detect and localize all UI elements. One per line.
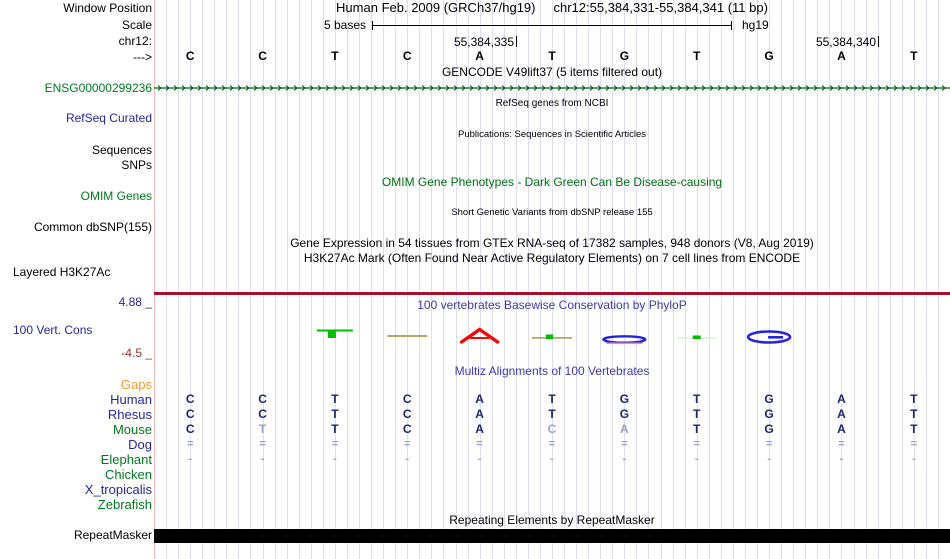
aligned-base-human: C bbox=[185, 392, 195, 406]
aligned-base-mouse: G bbox=[764, 422, 774, 436]
aligned-base-dog: = bbox=[765, 438, 773, 450]
guideline bbox=[178, 0, 179, 559]
aligned-base-elephant: - bbox=[477, 453, 482, 465]
chrom-label: chr12: bbox=[118, 34, 152, 48]
aligned-base-elephant: - bbox=[839, 453, 844, 465]
guideline bbox=[166, 0, 167, 559]
label-track-separator bbox=[154, 0, 155, 559]
species-label-rhesus[interactable]: Rhesus bbox=[107, 407, 152, 422]
guideline bbox=[190, 0, 191, 559]
aligned-base-dog: = bbox=[910, 438, 918, 450]
guideline bbox=[540, 0, 541, 559]
title-gencode[interactable]: GENCODE V49lift37 (5 items filtered out) bbox=[441, 65, 663, 79]
ruler-base: G bbox=[619, 49, 630, 63]
window-position-title bbox=[154, 1, 950, 15]
aligned-base-dog: = bbox=[548, 438, 556, 450]
title-phylop[interactable]: 100 vertebrates Basewise Conservation by PhyloP bbox=[417, 298, 687, 312]
aligned-base-elephant: - bbox=[550, 453, 554, 465]
guideline bbox=[347, 0, 348, 559]
aligned-base-dog: = bbox=[404, 438, 411, 450]
ruler-base: C bbox=[258, 49, 267, 63]
title-h3k27ac[interactable]: H3K27Ac Mark (Often Found Near Active Regulatory Elements) on 7 cell lines from ENCODE bbox=[303, 251, 801, 265]
aligned-base-human: A bbox=[837, 392, 846, 406]
ruler-base: A bbox=[837, 49, 846, 63]
species-label-zebrafish[interactable]: Zebrafish bbox=[97, 497, 152, 512]
aligned-base-mouse: A bbox=[620, 422, 629, 436]
guideline bbox=[407, 0, 408, 559]
title-publications[interactable]: Publications: Sequences in Scientific Articles bbox=[458, 129, 646, 140]
aligned-base-mouse: T bbox=[910, 422, 918, 436]
ruler-base: C bbox=[185, 49, 195, 63]
aligned-base-rhesus: A bbox=[475, 407, 484, 421]
aligned-base-human: A bbox=[475, 392, 484, 406]
scale-label: Scale bbox=[121, 18, 152, 32]
guideline bbox=[709, 0, 710, 559]
guideline bbox=[202, 0, 203, 559]
aligned-base-human: T bbox=[693, 392, 701, 406]
guideline bbox=[456, 0, 457, 559]
guideline bbox=[492, 0, 493, 559]
aligned-base-dog: = bbox=[331, 438, 339, 450]
guideline bbox=[371, 0, 372, 559]
aligned-base-dog: = bbox=[476, 438, 483, 450]
scale-bar-left-tick bbox=[372, 21, 373, 30]
scale-bar-right-tick bbox=[731, 21, 732, 30]
aligned-base-elephant: - bbox=[333, 453, 337, 465]
assembly-title: Human Feb. 2009 (GRCh37/hg19) bbox=[336, 0, 536, 15]
aligned-base-rhesus: G bbox=[619, 407, 630, 421]
aligned-base-rhesus: T bbox=[910, 407, 918, 421]
guideline bbox=[854, 0, 855, 559]
aligned-base-rhesus: G bbox=[764, 407, 774, 421]
ruler-base: T bbox=[693, 49, 701, 63]
aligned-base-mouse: C bbox=[185, 422, 195, 436]
phylop-max-value: 4.88 _ bbox=[118, 295, 152, 309]
coord-tick-right bbox=[878, 36, 879, 47]
guideline bbox=[866, 0, 867, 559]
ruler-base: C bbox=[402, 49, 412, 63]
aligned-base-mouse: A bbox=[475, 422, 484, 436]
strand-arrow-label: ---> bbox=[133, 50, 152, 64]
aligned-base-human: T bbox=[548, 392, 556, 406]
guideline bbox=[468, 0, 469, 559]
guideline bbox=[260, 0, 265, 559]
species-label-dog[interactable]: Dog bbox=[128, 437, 152, 452]
aligned-base-elephant: - bbox=[622, 453, 627, 465]
species-label-chicken[interactable]: Chicken bbox=[105, 467, 152, 482]
guideline bbox=[911, 0, 916, 559]
track-label-pubs-sequences[interactable]: Sequences bbox=[91, 143, 152, 157]
assembly-short-label: hg19 bbox=[742, 18, 769, 32]
aligned-base-elephant: - bbox=[694, 453, 699, 465]
aligned-base-mouse: T bbox=[258, 422, 267, 436]
aligned-base-elephant: - bbox=[405, 453, 410, 465]
scale-value: 5 bases bbox=[323, 18, 366, 32]
guideline bbox=[648, 0, 649, 559]
guideline bbox=[250, 0, 251, 559]
track-label-refseq[interactable]: RefSeq Curated bbox=[65, 111, 152, 125]
species-label-mouse[interactable]: Mouse bbox=[112, 422, 152, 437]
aligned-base-mouse: C bbox=[547, 422, 557, 436]
aligned-base-dog: = bbox=[186, 438, 194, 450]
aligned-base-dog: = bbox=[621, 438, 628, 450]
guideline bbox=[793, 0, 794, 559]
guideline bbox=[624, 0, 625, 559]
aligned-base-rhesus: A bbox=[837, 407, 846, 421]
track-label-omim[interactable]: OMIM Genes bbox=[80, 189, 152, 203]
title-repeatmasker[interactable]: Repeating Elements by RepeatMasker bbox=[449, 513, 655, 527]
guideline bbox=[841, 0, 842, 559]
title-omim[interactable]: OMIM Gene Phenotypes - Dark Green Can Be Disease-causing bbox=[381, 175, 723, 189]
guideline bbox=[311, 0, 312, 559]
guideline bbox=[395, 0, 396, 559]
aligned-base-rhesus: C bbox=[185, 407, 195, 421]
guideline bbox=[829, 0, 830, 559]
track-label-repeatmasker[interactable]: RepeatMasker bbox=[73, 528, 152, 542]
aligned-base-rhesus: T bbox=[548, 407, 556, 421]
title-refseq[interactable]: RefSeq genes from NCBI bbox=[495, 98, 609, 109]
track-label-dbsnp[interactable]: Common dbSNP(155) bbox=[33, 220, 152, 234]
track-label-pubs-snps[interactable]: SNPs bbox=[121, 158, 152, 172]
guideline bbox=[769, 0, 770, 559]
aligned-base-mouse: C bbox=[402, 422, 412, 436]
guideline bbox=[685, 0, 686, 559]
title-dbsnp[interactable]: Short Genetic Variants from dbSNP release 155 bbox=[451, 207, 653, 218]
aligned-base-human: G bbox=[764, 392, 774, 406]
guideline bbox=[890, 0, 891, 559]
guideline bbox=[226, 0, 227, 559]
guideline bbox=[636, 0, 637, 559]
title-multiz[interactable]: Multiz Alignments of 100 Vertebrates bbox=[454, 364, 650, 378]
title-gtex[interactable]: Gene Expression in 54 tissues from GTEx RNA-seq of 17382 samples, 948 donors (V8, Aug 2019) bbox=[290, 236, 814, 250]
guideline bbox=[938, 0, 939, 559]
aligned-base-rhesus: C bbox=[258, 407, 267, 421]
track-label-h3k27ac[interactable]: Layered H3K27Ac bbox=[13, 265, 111, 279]
aligned-base-human: G bbox=[619, 392, 630, 406]
guideline bbox=[902, 0, 903, 559]
aligned-base-rhesus: T bbox=[331, 407, 339, 421]
guideline bbox=[323, 0, 324, 559]
aligned-base-dog: = bbox=[259, 438, 266, 450]
guideline bbox=[757, 0, 758, 559]
guideline bbox=[335, 0, 336, 559]
range-title: chr12:55,384,331-55,384,341 (11 bp) bbox=[553, 0, 768, 15]
guideline bbox=[287, 0, 288, 559]
guideline bbox=[238, 0, 239, 559]
guideline bbox=[673, 0, 674, 559]
track-label-phylop[interactable]: 100 Vert. Cons bbox=[13, 323, 93, 337]
aligned-base-human: T bbox=[331, 392, 339, 406]
aligned-base-dog: = bbox=[838, 438, 845, 450]
guideline bbox=[552, 0, 553, 559]
aligned-base-mouse: T bbox=[693, 422, 701, 436]
species-label-elephant[interactable]: Elephant bbox=[100, 452, 152, 467]
aligned-base-mouse: A bbox=[837, 422, 846, 436]
guideline bbox=[878, 0, 879, 559]
scale-bar bbox=[372, 25, 731, 26]
guideline bbox=[805, 0, 806, 559]
aligned-base-elephant: - bbox=[911, 453, 916, 465]
guideline bbox=[528, 0, 529, 559]
guideline bbox=[419, 0, 420, 559]
ruler-base: T bbox=[331, 49, 339, 63]
guideline bbox=[612, 0, 613, 559]
coord-label-left: 55,384,335 bbox=[453, 35, 514, 49]
guideline bbox=[516, 0, 517, 559]
species-label-gaps[interactable]: Gaps bbox=[120, 377, 152, 392]
guideline bbox=[694, 0, 699, 559]
guideline bbox=[564, 0, 565, 559]
guideline bbox=[745, 0, 746, 559]
guideline bbox=[926, 0, 927, 559]
aligned-base-elephant: - bbox=[188, 453, 193, 465]
window-position-label: Window Position bbox=[63, 1, 152, 15]
species-label-x_tropicalis[interactable]: X_tropicalis bbox=[84, 482, 152, 497]
coord-tick-left bbox=[516, 36, 517, 47]
aligned-base-human: C bbox=[402, 392, 412, 406]
aligned-base-human: T bbox=[910, 392, 918, 406]
guideline bbox=[600, 0, 601, 559]
guideline bbox=[721, 0, 722, 559]
guideline bbox=[817, 0, 818, 559]
guideline bbox=[576, 0, 577, 559]
guideline bbox=[661, 0, 662, 559]
guideline bbox=[504, 0, 505, 559]
ruler-base: G bbox=[764, 49, 774, 63]
track-label-gencode[interactable]: ENSG00000299236 bbox=[44, 81, 152, 95]
aligned-base-rhesus: T bbox=[693, 407, 701, 421]
phylop-min-value: -4.5 _ bbox=[121, 346, 152, 360]
aligned-base-elephant: - bbox=[260, 453, 265, 465]
guideline bbox=[733, 0, 734, 559]
guideline bbox=[299, 0, 300, 559]
guideline bbox=[383, 0, 384, 559]
guideline bbox=[443, 0, 444, 559]
coord-label-right: 55,384,340 bbox=[815, 35, 876, 49]
aligned-base-human: C bbox=[258, 392, 267, 406]
guideline bbox=[431, 0, 432, 559]
aligned-base-rhesus: C bbox=[402, 407, 412, 421]
guideline bbox=[781, 0, 782, 559]
guideline bbox=[588, 0, 589, 559]
repeatmasker-item-bar[interactable] bbox=[154, 529, 950, 543]
h3k27ac-baseline bbox=[154, 292, 950, 295]
guideline bbox=[214, 0, 215, 559]
ruler-base: T bbox=[910, 49, 918, 63]
guideline bbox=[477, 0, 482, 559]
aligned-base-elephant: - bbox=[767, 453, 771, 465]
guideline bbox=[275, 0, 276, 559]
aligned-base-mouse: T bbox=[331, 422, 339, 436]
aligned-base-dog: = bbox=[693, 438, 700, 450]
guideline bbox=[359, 0, 360, 559]
ruler-base: T bbox=[548, 49, 556, 63]
species-label-human[interactable]: Human bbox=[110, 392, 152, 407]
ruler-base: A bbox=[475, 49, 484, 63]
